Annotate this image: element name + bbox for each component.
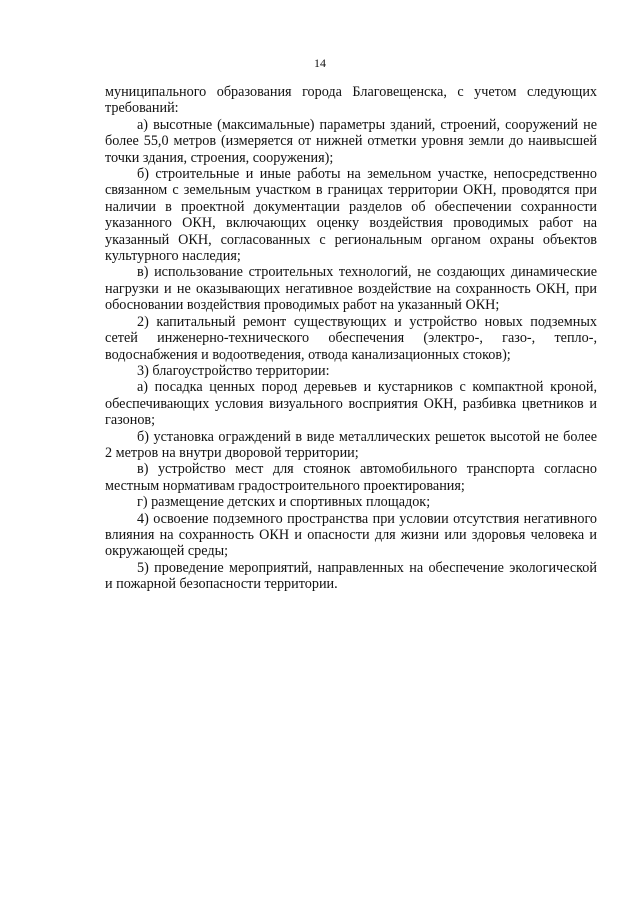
paragraph-engineering-networks: 2) капитальный ремонт существующих и устройство новых подземных сетей инженерно-технического обеспечения (электро-, газо-, тепло-, водоснабжения и водоотведения, отвода канализационных стоков); <box>105 313 597 363</box>
paragraph-parking: в) устройство мест для стоянок автомобильного транспорта согласно местным нормативам градостроительного проектирования; <box>105 461 597 494</box>
paragraph-construction-works: б) строительные и иные работы на земельном участке, непосредственно связанном с земельным участком в границах территории ОКН, проводятся при наличии в проектной документации разделов об обеспечении сохранности указанного ОКН, включающих оценку воздействия проводимых работ на указанный ОКН, согласованных с региональным органом охраны объектов культурного наследия; <box>105 166 597 265</box>
document-body <box>105 84 597 593</box>
paragraph-fences: б) установка ограждений в виде металлических решеток высотой не более 2 метров на внутри дворовой территории; <box>105 428 597 461</box>
paragraph-playgrounds: г) размещение детских и спортивных площадок; <box>137 494 431 511</box>
paragraph-underground-space: 4) освоение подземного пространства при условии отсутствия негативного влияния на сохранность ОКН и опасности для жизни или здоровья человека и окружающей среды; <box>105 510 597 560</box>
page-number: 14 <box>314 56 326 70</box>
paragraph-tree-planting: а) посадка ценных пород деревьев и кустарников с компактной кроной, обеспечивающих условия визуального восприятия ОКН, разбивка цветников и газонов; <box>105 379 597 429</box>
paragraph-height-limit: а) высотные (максимальные) параметры зданий, строений, сооружений не более 55,0 метров (измеряется от нижней отметки уровня земли до наивысшей точки здания, строения, сооружения); <box>105 116 597 166</box>
paragraph-landscaping-heading: 3) благоустройство территории: <box>137 362 330 379</box>
paragraph-safety-measures: 5) проведение мероприятий, направленных на обеспечение экологической и пожарной безопасности территории. <box>105 559 597 593</box>
paragraph-continuation: муниципального образования города Благовещенска, с учетом следующих требований: <box>105 84 597 117</box>
paragraph-construction-technologies: в) использование строительных технологий, не создающих динамические нагрузки и не оказывающих негативное воздействие на сохранность ОКН, при обосновании воздействия проводимых работ на указанный ОКН; <box>105 264 597 314</box>
